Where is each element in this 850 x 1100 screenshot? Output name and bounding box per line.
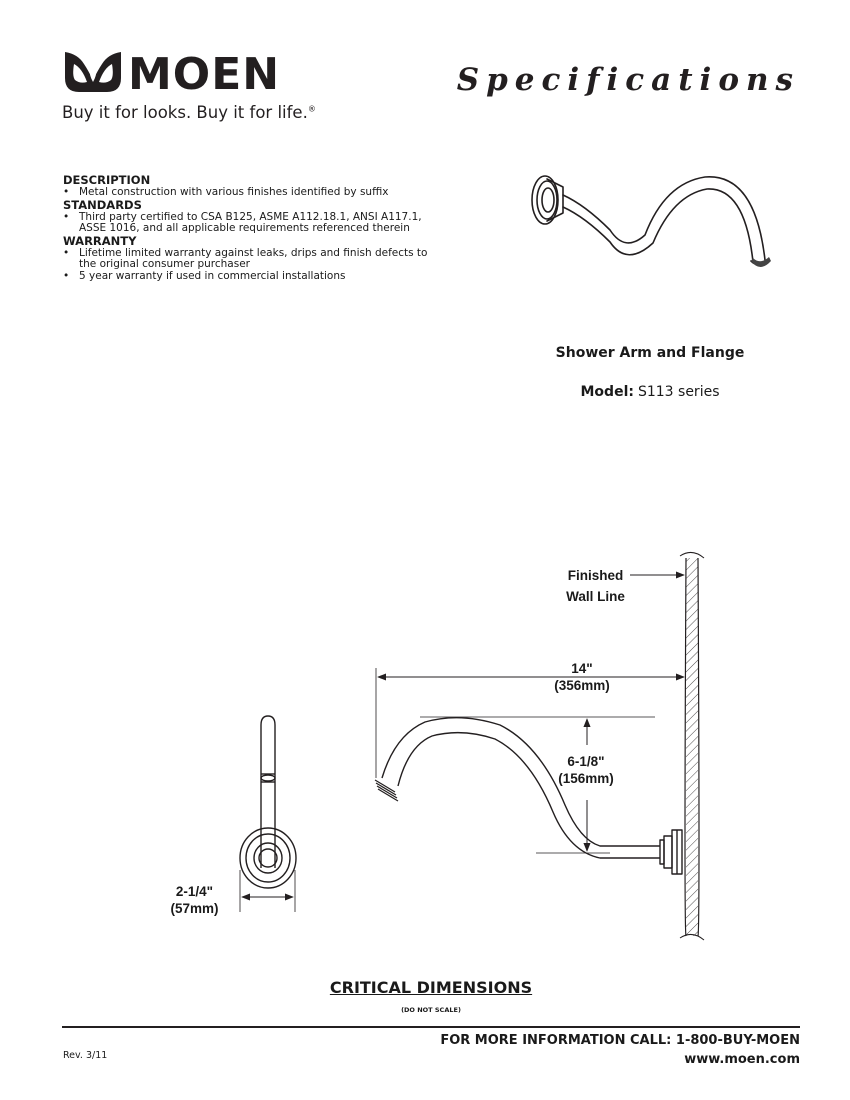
- page-title: Specifications: [456, 62, 800, 98]
- wall-section: [680, 552, 704, 940]
- flange-front-view: [240, 716, 296, 888]
- flange-label: 2-1/4" (57mm): [170, 884, 219, 916]
- critical-dimensions-heading: CRITICAL DIMENSIONS: [329, 978, 533, 997]
- revision-note: Rev. 3/11: [63, 1050, 108, 1061]
- model-line: Model: S113 series: [580, 384, 720, 400]
- warranty-item: • Lifetime limited warranty against leaks, drips and finish defects to the original consumer purchaser: [63, 246, 428, 270]
- description-heading: DESCRIPTION: [63, 173, 151, 187]
- brand-tagline: Buy it for looks. Buy it for life.®: [62, 103, 316, 122]
- standards-heading: STANDARDS: [63, 197, 142, 212]
- height-label: 6-1/8" (156mm): [558, 754, 614, 786]
- standards-item: • Third party certified to CSA B125, ASME A112.18.1, ANSI A117.1, ASSE 1016, and all applicable requirements referenced therein: [63, 210, 422, 234]
- description-item: • Metal construction with various finishes identified by suffix: [63, 186, 389, 198]
- product-name: Shower Arm and Flange: [555, 345, 745, 361]
- arm-outlet-threads: [375, 780, 398, 801]
- do-not-scale-note: (DO NOT SCALE): [401, 1006, 461, 1014]
- warranty-heading: WARRANTY: [63, 233, 137, 248]
- length-label: 14" (356mm): [554, 661, 610, 693]
- website-link[interactable]: www.moen.com: [684, 1052, 800, 1067]
- brand-name: MOEN: [128, 49, 281, 100]
- shower-arm-side-view: [382, 718, 682, 874]
- footer-divider: [62, 1026, 800, 1028]
- warranty-item: • 5 year warranty if used in commercial installations: [63, 269, 346, 282]
- wall-line-label: Finished Wall Line: [566, 568, 625, 604]
- contact-phone: FOR MORE INFORMATION CALL: 1-800-BUY-MOEN: [440, 1033, 800, 1048]
